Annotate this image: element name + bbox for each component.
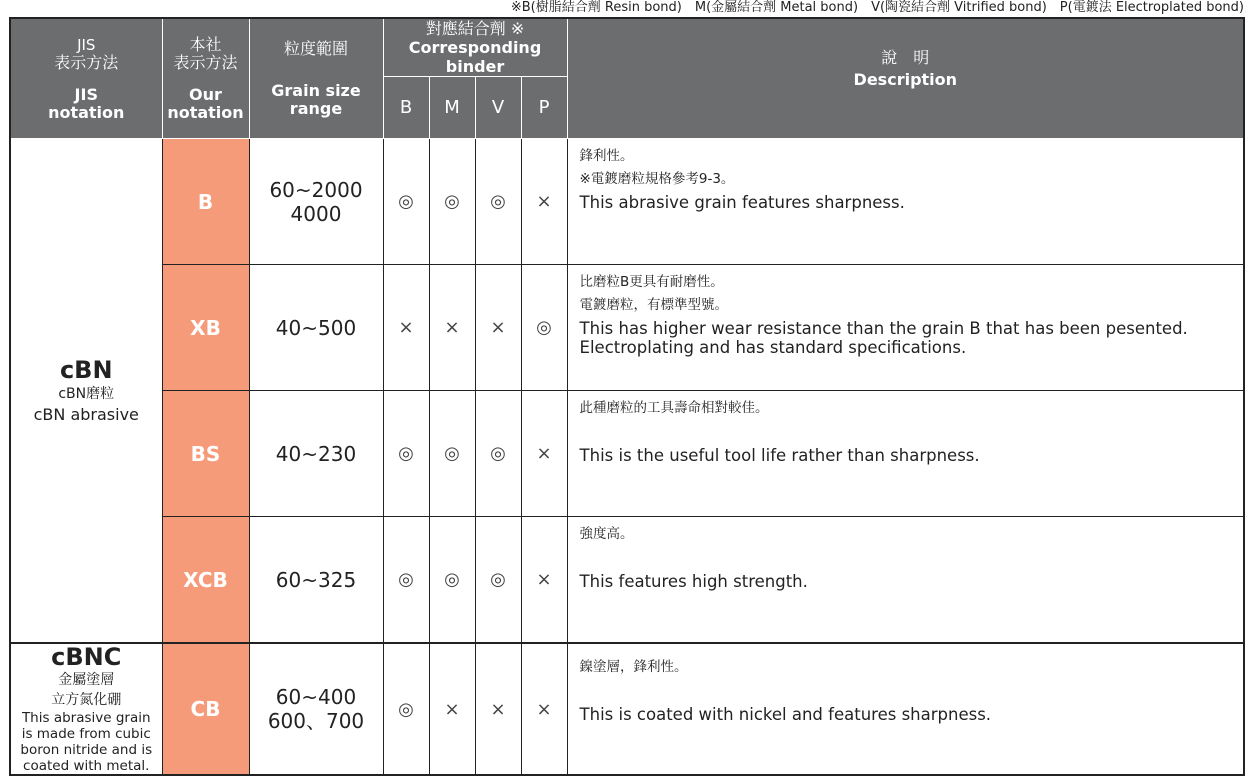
grain-code: CB (162, 643, 249, 775)
header-binder-m: M (429, 77, 475, 139)
binder-b-cell: ◎ (383, 391, 429, 517)
header-binder-p: P (521, 77, 567, 139)
description-cell: 鎳塗層，鋒利性。 This is coated with nickel and features sharpness. (567, 643, 1244, 775)
binder-legend: ※B(樹脂結合劑 Resin bond) M(金屬結合劑 Metal bond) V(陶瓷結合劑 Vitrified bond) P(電鍍法 Electroplated bond) (510, 0, 1244, 15)
binder-m-cell: ◎ (429, 139, 475, 265)
header-our-notation: 本社 表示方法 Our notation (162, 18, 249, 139)
header-binder-b: B (383, 77, 429, 139)
grain-code: B (162, 139, 249, 265)
table-row (10, 265, 1244, 391)
grain-range: 40~500 (249, 265, 383, 391)
binder-v-cell: × (475, 643, 521, 775)
table-row (10, 643, 1244, 775)
header-binder-v: V (475, 77, 521, 139)
table-header (10, 18, 1244, 139)
table-row (10, 139, 1244, 265)
header-description: 說 明 Description (567, 18, 1244, 139)
binder-v-cell: ◎ (475, 391, 521, 517)
description-cell: 此種磨粒的工具壽命相對較佳。 This is the useful tool life rather than sharpness. (567, 391, 1244, 517)
binder-m-cell: × (429, 643, 475, 775)
binder-p-cell: ◎ (521, 265, 567, 391)
group-zh: cBN磨粒 (58, 385, 115, 402)
binder-m-cell: ◎ (429, 517, 475, 644)
binder-m-cell: × (429, 265, 475, 391)
table-body (10, 139, 1244, 776)
binder-v-cell: ◎ (475, 139, 521, 265)
binder-p-cell: × (521, 643, 567, 775)
grain-code: BS (162, 391, 249, 517)
binder-p-cell: × (521, 139, 567, 265)
binder-b-cell: × (383, 265, 429, 391)
description-cell: 鋒利性。 ※電鍍磨粒規格參考9-3。 This abrasive grain features sharpness. (567, 139, 1244, 265)
binder-b-cell: ◎ (383, 643, 429, 775)
group-title: cBN (59, 355, 113, 384)
binder-v-cell: ◎ (475, 517, 521, 644)
binder-p-cell: × (521, 517, 567, 644)
grain-range: 60~325 (249, 517, 383, 644)
grain-code: XCB (162, 517, 249, 644)
binder-b-cell: ◎ (383, 517, 429, 644)
binder-b-cell: ◎ (383, 139, 429, 265)
binder-m-cell: ◎ (429, 391, 475, 517)
group-title: cBNC (51, 643, 122, 671)
grain-code: XB (162, 265, 249, 391)
binder-p-cell: × (521, 391, 567, 517)
grain-range: 60~2000 4000 (249, 139, 383, 265)
abrasive-grain-table (9, 17, 1245, 776)
description-cell: 強度高。 This features high strength. (567, 517, 1244, 644)
header-corresponding-binder: 對應結合劑 ※ Corresponding binder (383, 18, 567, 77)
table-row (10, 517, 1244, 644)
grain-range: 60~400 600、700 (249, 643, 383, 775)
grain-range: 40~230 (249, 391, 383, 517)
group-cbnc: cBNC 金屬塗層 立方氮化硼 This abrasive grain is made from cubic boron nitride and is coated with metal. (10, 643, 162, 775)
header-jis-notation: JIS 表示方法 JIS notation (10, 18, 162, 139)
table-row (10, 391, 1244, 517)
description-cell: 比磨粒B更具有耐磨性。 電鍍磨粒，有標準型號。 This has higher wear resistance than the grain B that has been pesented. Electroplating and has standard specifications. (567, 265, 1244, 391)
group-en: cBN abrasive (33, 404, 139, 424)
binder-v-cell: × (475, 265, 521, 391)
header-grain-size-range: 粒度範圍 Grain size range (249, 18, 383, 139)
group-cbn (10, 139, 162, 644)
